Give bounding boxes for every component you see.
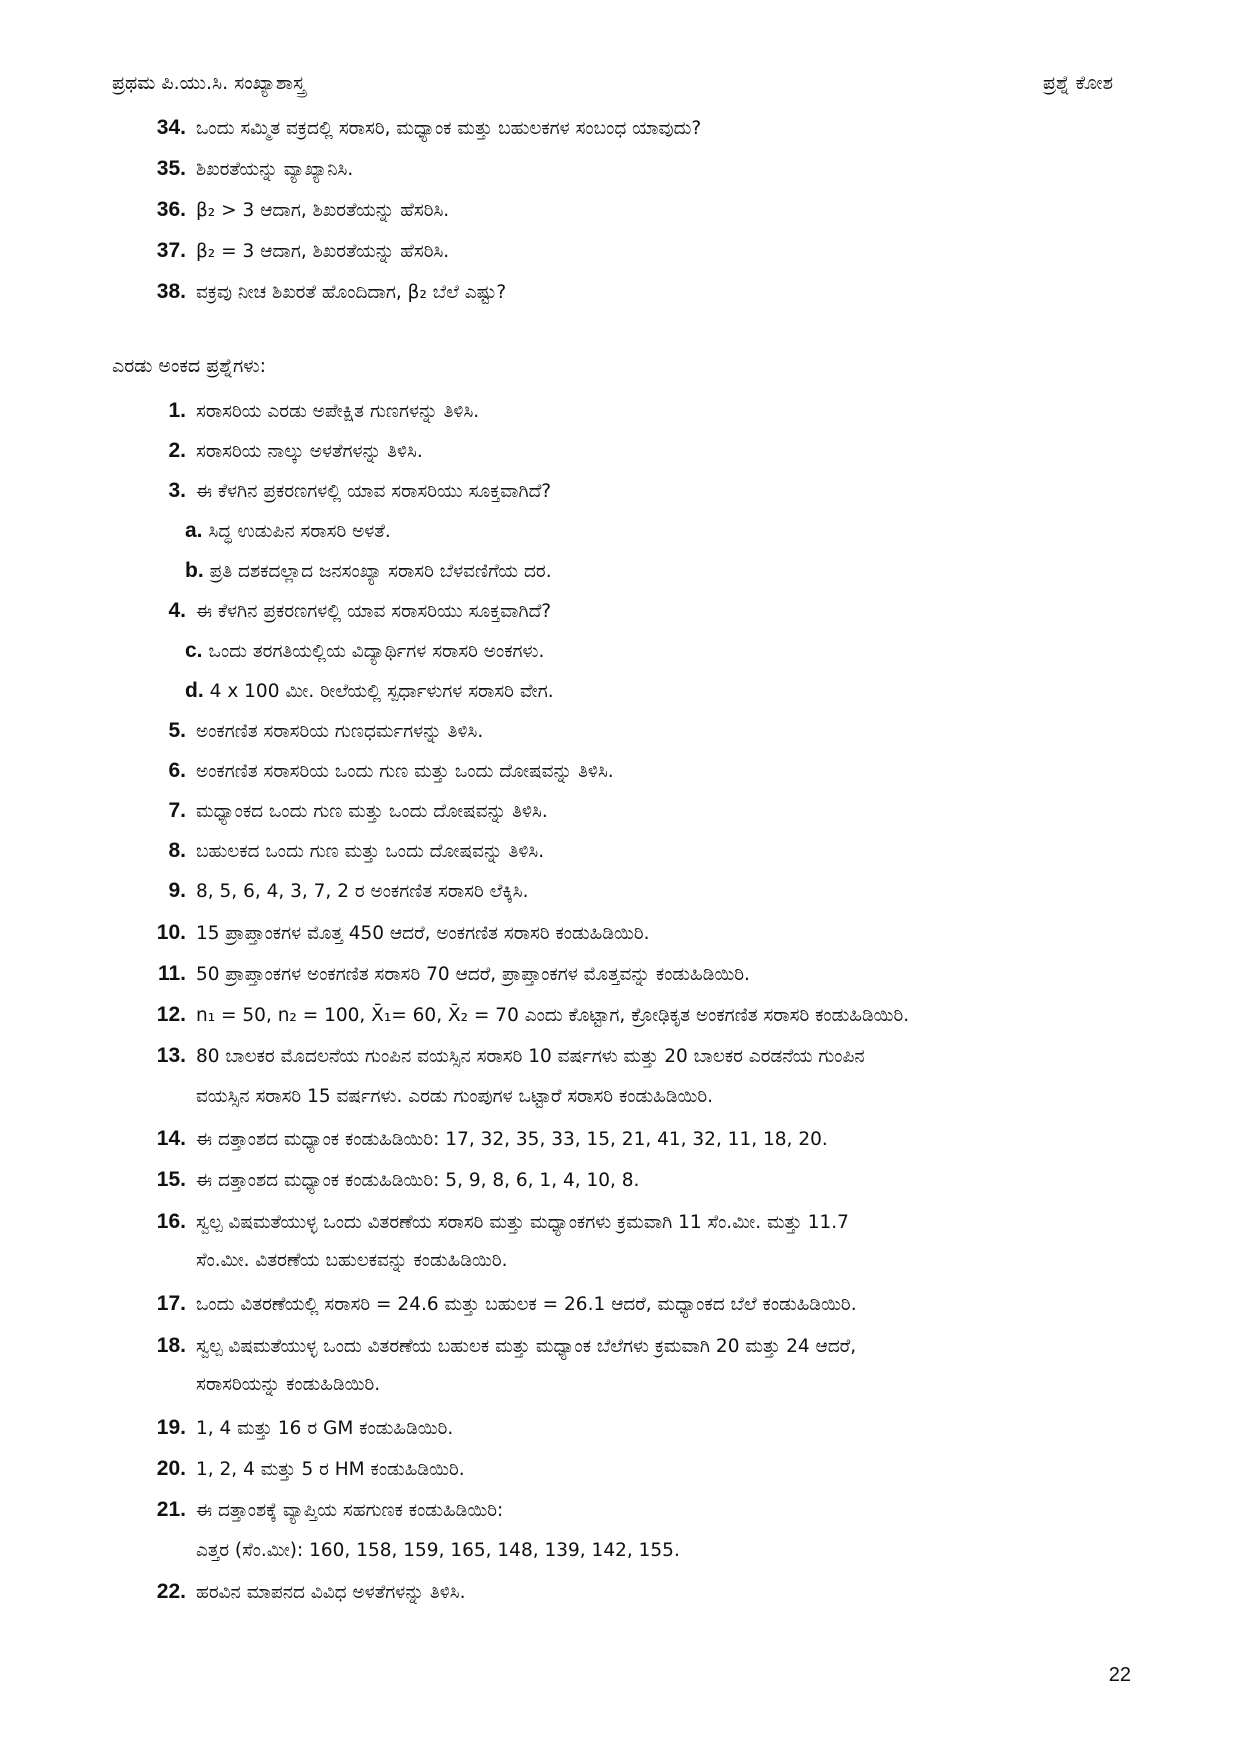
question-text: ಸ್ವಲ್ಪ ವಿಷಮತೆಯುಳ್ಳ ಒಂದು ವಿತರಣೆಯ ಬಹುಲಕ ಮತ್ತು ಮಧ್ಯಾಂಕ ಬೆಲೆಗಳು ಕ್ರಮವಾಗಿ 20 ಮತ್ತು 24 ಆದರೆ, bbox=[196, 1336, 857, 1357]
two-mark-q5 bbox=[138, 716, 483, 747]
question-36 bbox=[138, 195, 449, 226]
question-text: ಸರಾಸರಿಯ ಎರಡು ಅಪೇಕ್ಷಿತ ಗುಣಗಳನ್ನು ತಿಳಿಸಿ. bbox=[196, 401, 480, 422]
option-text: 4 x 100 ಮೀ. ರೀಲೆಯಲ್ಲಿ ಸ್ಪರ್ಧಾಳುಗಳ ಸರಾಸರಿ ವೇಗ. bbox=[209, 681, 554, 702]
question-number: 36. bbox=[156, 198, 186, 221]
question-text: ಈ ದತ್ತಾಂಶಕ್ಕೆ ವ್ಯಾಪ್ತಿಯ ಸಹಗುಣಕ ಕಂಡುಹಿಡಿಯಿರಿ: bbox=[196, 1500, 504, 1521]
question-number: 16. bbox=[156, 1210, 186, 1233]
question-number: 38. bbox=[156, 280, 186, 303]
question-text: ಈ ದತ್ತಾಂಶದ ಮಧ್ಯಾಂಕ ಕಂಡುಹಿಡಿಯಿರಿ: 5, 9, 8, 6, 1, 4, 10, 8. bbox=[196, 1170, 640, 1191]
question-number: 6. bbox=[168, 759, 186, 782]
two-mark-q14 bbox=[138, 1124, 828, 1155]
question-text: ಅಂಕಗಣಿತ ಸರಾಸರಿಯ ಗುಣಧರ್ಮಗಳನ್ನು ತಿಳಿಸಿ. bbox=[196, 721, 484, 742]
two-mark-q22 bbox=[138, 1577, 465, 1608]
two-mark-q20 bbox=[138, 1454, 465, 1485]
two-mark-q4 bbox=[138, 596, 551, 627]
question-text: ಸರಾಸರಿಯ ನಾಲ್ಕು ಅಳತೆಗಳನ್ನು ತಿಳಿಸಿ. bbox=[196, 441, 423, 462]
question-text: ಸ್ವಲ್ಪ ವಿಷಮತೆಯುಳ್ಳ ಒಂದು ವಿತರಣೆಯ ಸರಾಸರಿ ಮತ್ತು ಮಧ್ಯಾಂಕಗಳು ಕ್ರಮವಾಗಿ 11 ಸೆಂ.ಮೀ. ಮತ್ತು 11.7 bbox=[196, 1212, 849, 1233]
two-mark-q13-continued: ವಯಸ್ಸಿನ ಸರಾಸರಿ 15 ವರ್ಷಗಳು. ಎರಡು ಗುಂಪುಗಳ ಒಟ್ಟಾರೆ ಸರಾಸರಿ ಕಂಡುಹಿಡಿಯಿರಿ. bbox=[196, 1086, 714, 1107]
two-mark-q18-continued: ಸರಾಸರಿಯನ್ನು ಕಂಡುಹಿಡಿಯಿರಿ. bbox=[196, 1374, 381, 1395]
question-number: 13. bbox=[156, 1044, 186, 1067]
question-text: 1, 4 ಮತ್ತು 16 ರ GM ಕಂಡುಹಿಡಿಯಿರಿ. bbox=[196, 1418, 454, 1439]
question-37 bbox=[138, 236, 449, 267]
question-text: ಈ ಕೆಳಗಿನ ಪ್ರಕರಣಗಳಲ್ಲಿ ಯಾವ ಸರಾಸರಿಯು ಸೂಕ್ತವಾಗಿದೆ? bbox=[196, 481, 552, 502]
two-mark-q15 bbox=[138, 1165, 639, 1196]
question-text: ಬಹುಲಕದ ಒಂದು ಗುಣ ಮತ್ತು ಒಂದು ದೋಷವನ್ನು ತಿಳಿಸಿ. bbox=[196, 841, 545, 862]
question-text: ವಕ್ರವು ನೀಚ ಶಿಖರತೆ ಹೊಂದಿದಾಗ, β₂ ಬೆಲೆ ಎಷ್ಟು? bbox=[196, 282, 507, 303]
two-mark-q10 bbox=[138, 918, 650, 949]
question-text: ಒಂದು ವಿತರಣೆಯಲ್ಲಿ ಸರಾಸರಿ = 24.6 ಮತ್ತು ಬಹುಲಕ = 26.1 ಆದರೆ, ಮಧ್ಯಾಂಕದ ಬೆಲೆ ಕಂಡುಹಿಡಿಯಿರಿ. bbox=[196, 1294, 857, 1315]
two-mark-q3-a bbox=[185, 516, 391, 547]
two-mark-q12 bbox=[138, 1000, 909, 1031]
question-number: 3. bbox=[168, 479, 186, 502]
question-number: 1. bbox=[168, 399, 186, 422]
question-number: 11. bbox=[157, 962, 186, 985]
question-number: 19. bbox=[156, 1416, 186, 1439]
question-number: 14. bbox=[156, 1127, 186, 1150]
question-number: 17. bbox=[156, 1292, 186, 1315]
question-text: 50 ಪ್ರಾಪ್ತಾಂಕಗಳ ಅಂಕಗಣಿತ ಸರಾಸರಿ 70 ಆದರೆ, ಪ್ರಾಪ್ತಾಂಕಗಳ ಮೊತ್ತವನ್ನು ಕಂಡುಹಿಡಿಯಿರಿ. bbox=[196, 964, 750, 985]
question-number: 12. bbox=[156, 1003, 186, 1026]
two-mark-q13 bbox=[138, 1041, 865, 1072]
question-text: ಒಂದು ಸಮ್ಮಿತ ವಕ್ರದಲ್ಲಿ ಸರಾಸರಿ, ಮಧ್ಯಾಂಕ ಮತ್ತು ಬಹುಲಕಗಳ ಸಂಬಂಧ ಯಾವುದು? bbox=[196, 118, 702, 139]
question-text: ಶಿಖರತೆಯನ್ನು ವ್ಯಾಖ್ಯಾನಿಸಿ. bbox=[196, 159, 354, 180]
option-label: a. bbox=[185, 519, 203, 542]
question-number: 22. bbox=[156, 1580, 186, 1603]
two-mark-q16 bbox=[138, 1207, 849, 1238]
question-number: 18. bbox=[156, 1334, 186, 1357]
question-number: 4. bbox=[168, 599, 186, 622]
two-mark-q1 bbox=[138, 396, 479, 427]
option-text: ಪ್ರತಿ ದಶಕದಲ್ಲಾದ ಜನಸಂಖ್ಯಾ ಸರಾಸರಿ ಬೆಳವಣಿಗೆಯ ದರ. bbox=[209, 561, 552, 582]
two-mark-q16-continued: ಸೆಂ.ಮೀ. ವಿತರಣೆಯ ಬಹುಲಕವನ್ನು ಕಂಡುಹಿಡಿಯಿರಿ. bbox=[196, 1250, 508, 1271]
question-text: 80 ಬಾಲಕರ ಮೊದಲನೆಯ ಗುಂಪಿನ ವಯಸ್ಸಿನ ಸರಾಸರಿ 10 ವರ್ಷಗಳು ಮತ್ತು 20 ಬಾಲಕರ ಎರಡನೆಯ ಗುಂಪಿನ bbox=[196, 1046, 865, 1067]
question-number: 5. bbox=[168, 719, 186, 742]
question-number: 15. bbox=[156, 1168, 186, 1191]
two-mark-q8 bbox=[138, 836, 544, 867]
two-mark-q3 bbox=[138, 476, 551, 507]
question-number: 7. bbox=[168, 799, 186, 822]
two-mark-q19 bbox=[138, 1413, 453, 1444]
two-mark-q11 bbox=[138, 959, 750, 990]
two-mark-q6 bbox=[138, 756, 614, 787]
question-text: 8, 5, 6, 4, 3, 7, 2 ರ ಅಂಕಗಣಿತ ಸರಾಸರಿ ಲೆಕ್ಕಿಸಿ. bbox=[196, 881, 529, 902]
option-label: b. bbox=[185, 559, 204, 582]
header-title: ಪ್ರಥಮ ಪಿ.ಯು.ಸಿ. ಸಂಖ್ಯಾಶಾಸ್ತ್ರ bbox=[112, 72, 306, 94]
question-number: 8. bbox=[168, 839, 186, 862]
question-text: 1, 2, 4 ಮತ್ತು 5 ರ HM ಕಂಡುಹಿಡಿಯಿರಿ. bbox=[196, 1459, 465, 1480]
question-number: 20. bbox=[156, 1457, 186, 1480]
option-label: c. bbox=[185, 639, 203, 662]
question-text: ಮಧ್ಯಾಂಕದ ಒಂದು ಗುಣ ಮತ್ತು ಒಂದು ದೋಷವನ್ನು ತಿಳಿಸಿ. bbox=[196, 801, 548, 822]
two-mark-q17 bbox=[138, 1289, 857, 1320]
question-number: 10. bbox=[156, 921, 186, 944]
question-text: β₂ = 3 ಆದಾಗ, ಶಿಖರತೆಯನ್ನು ಹೆಸರಿಸಿ. bbox=[196, 241, 450, 262]
two-mark-q2 bbox=[138, 436, 423, 467]
two-mark-q7 bbox=[138, 796, 548, 827]
section-heading: ಎರಡು ಅಂಕದ ಪ್ರಶ್ನೆಗಳು: bbox=[112, 355, 267, 377]
question-text: ಹರವಿನ ಮಾಪನದ ವಿವಿಧ ಅಳತೆಗಳನ್ನು ತಿಳಿಸಿ. bbox=[196, 1582, 466, 1603]
question-text: ಈ ಕೆಳಗಿನ ಪ್ರಕರಣಗಳಲ್ಲಿ ಯಾವ ಸರಾಸರಿಯು ಸೂಕ್ತವಾಗಿದೆ? bbox=[196, 601, 552, 622]
question-number: 21. bbox=[156, 1498, 186, 1521]
question-text: 15 ಪ್ರಾಪ್ತಾಂಕಗಳ ಮೊತ್ತ 450 ಆದರೆ, ಅಂಕಗಣಿತ ಸರಾಸರಿ ಕಂಡುಹಿಡಿಯಿರಿ. bbox=[196, 923, 650, 944]
question-text: ಅಂಕಗಣಿತ ಸರಾಸರಿಯ ಒಂದು ಗುಣ ಮತ್ತು ಒಂದು ದೋಷವನ್ನು ತಿಳಿಸಿ. bbox=[196, 761, 614, 782]
two-mark-q18 bbox=[138, 1331, 856, 1362]
question-34 bbox=[138, 113, 701, 144]
page-number: 22 bbox=[1108, 1664, 1131, 1686]
question-text: ಈ ದತ್ತಾಂಶದ ಮಧ್ಯಾಂಕ ಕಂಡುಹಿಡಿಯಿರಿ: 17, 32, 35, 33, 15, 21, 41, 32, 11, 18, 20. bbox=[196, 1129, 828, 1150]
question-number: 2. bbox=[168, 439, 186, 462]
option-label: d. bbox=[185, 679, 204, 702]
question-number: 37. bbox=[156, 239, 186, 262]
question-38 bbox=[138, 277, 506, 308]
two-mark-q4-d bbox=[185, 676, 554, 707]
option-text: ಒಂದು ತರಗತಿಯಲ್ಲಿಯ ವಿದ್ಯಾರ್ಥಿಗಳ ಸರಾಸರಿ ಅಂಕಗಳು. bbox=[208, 641, 545, 662]
two-mark-q4-c bbox=[185, 636, 544, 667]
question-text: n₁ = 50, n₂ = 100, X̄₁= 60, X̄₂ = 70 ಎಂದು ಕೊಟ್ಟಾಗ, ಕ್ರೋಢಿಕೃತ ಅಂಕಗಣಿತ ಸರಾಸರಿ ಕಂಡುಹಿಡಿಯಿರಿ. bbox=[196, 1005, 910, 1026]
two-mark-q21 bbox=[138, 1495, 503, 1526]
two-mark-q9 bbox=[138, 876, 528, 907]
header-section: ಪ್ರಶ್ನೆ ಕೋಶ bbox=[1042, 72, 1113, 94]
question-35 bbox=[138, 154, 353, 185]
question-number: 9. bbox=[168, 879, 186, 902]
two-mark-q21-continued: ಎತ್ತರ (ಸೆಂ.ಮೀ): 160, 158, 159, 165, 148, 139, 142, 155. bbox=[196, 1540, 680, 1561]
question-number: 34. bbox=[156, 116, 186, 139]
option-text: ಸಿದ್ಧ ಉಡುಪಿನ ಸರಾಸರಿ ಅಳತೆ. bbox=[208, 521, 391, 542]
question-text: β₂ > 3 ಆದಾಗ, ಶಿಖರತೆಯನ್ನು ಹೆಸರಿಸಿ. bbox=[196, 200, 450, 221]
two-mark-q3-b bbox=[185, 556, 552, 587]
question-number: 35. bbox=[156, 157, 186, 180]
